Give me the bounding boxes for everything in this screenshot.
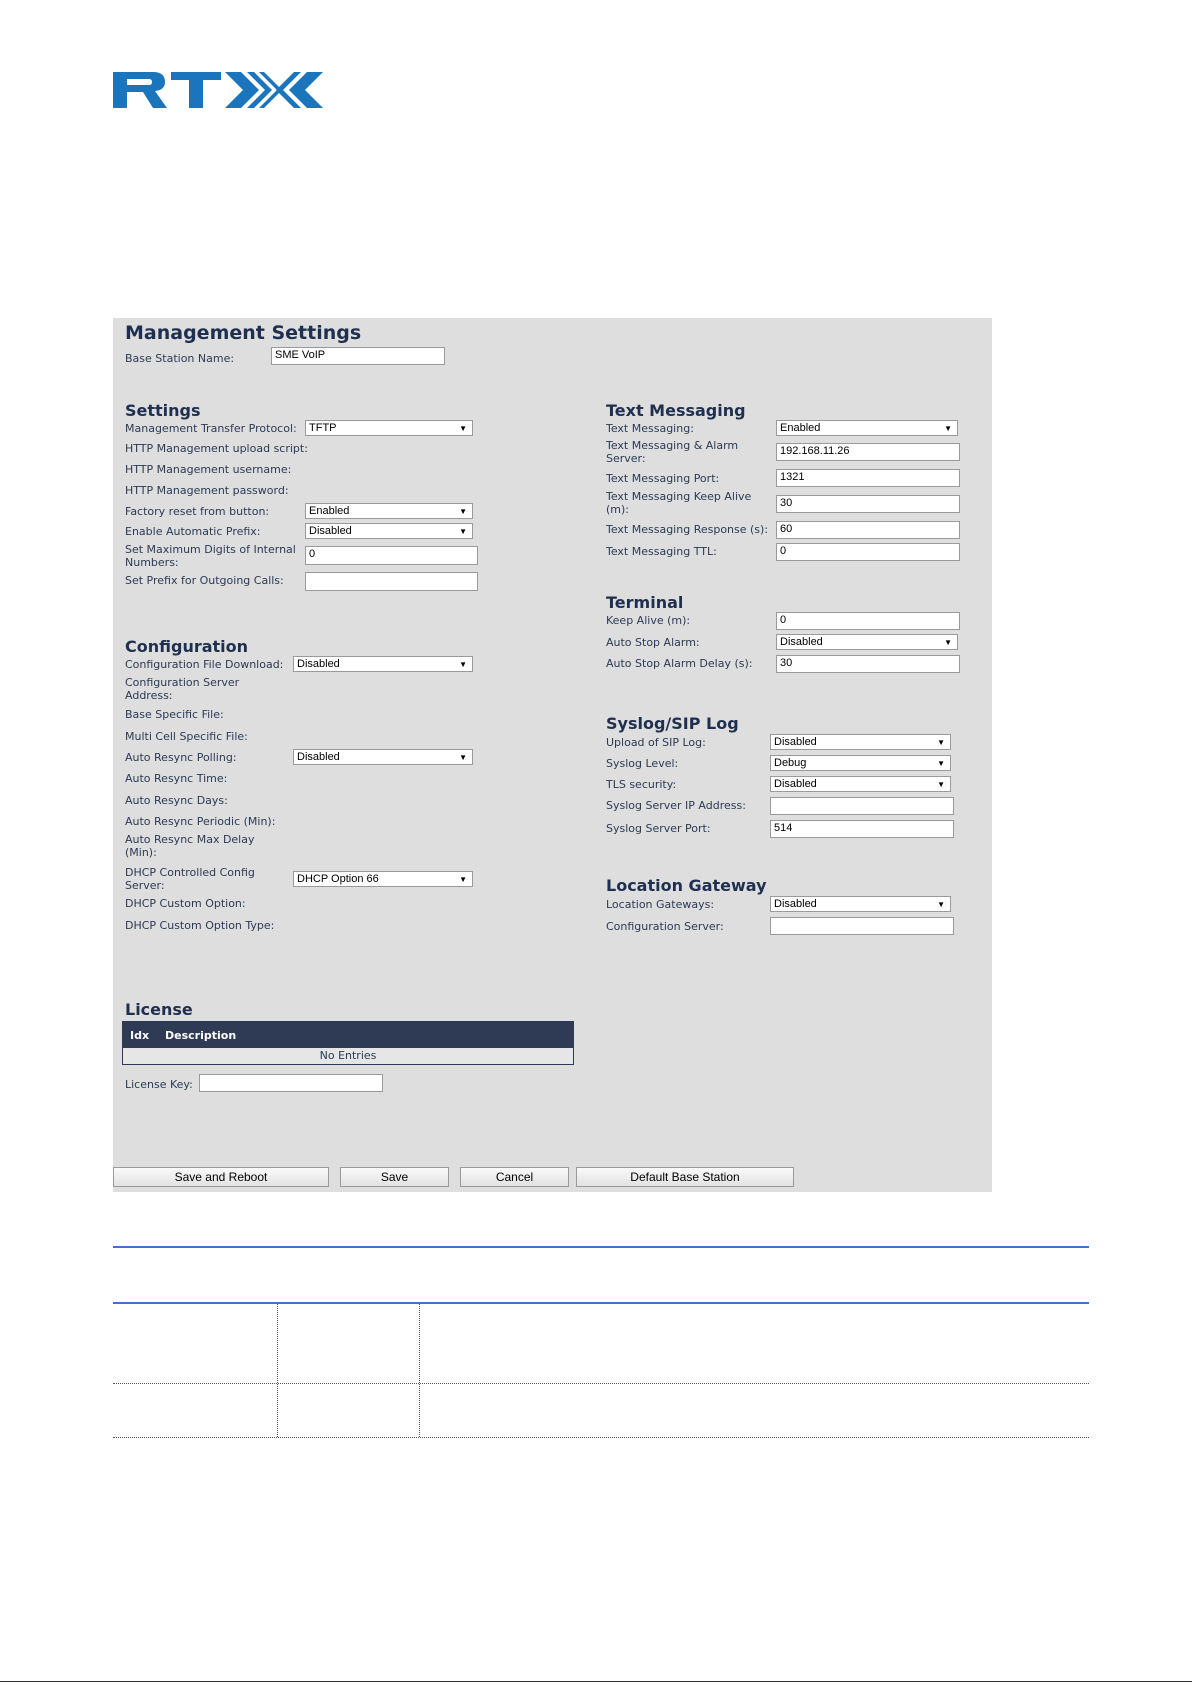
tls-security-value: Disabled <box>774 778 817 790</box>
config-file-download-label: Configuration File Download: <box>125 658 284 671</box>
location-config-server-input[interactable] <box>770 917 954 935</box>
prefix-outgoing-label: Set Prefix for Outgoing Calls: <box>125 574 284 587</box>
dhcp-custom-type-label: DHCP Custom Option Type: <box>125 919 275 932</box>
chevron-down-icon: ▼ <box>459 875 467 884</box>
table-header-rule <box>113 1302 1089 1304</box>
chevron-down-icon: ▼ <box>944 424 952 433</box>
table-bottom-divider <box>113 1437 1089 1438</box>
column-header-description: Description <box>165 1029 237 1042</box>
syslog-level-label: Syslog Level: <box>606 757 679 770</box>
text-messaging-heading: Text Messaging <box>606 401 746 420</box>
max-digits-input[interactable]: 0 <box>305 546 478 565</box>
syslog-level-select[interactable] <box>770 755 951 771</box>
chevron-down-icon: ▼ <box>944 638 952 647</box>
ttl-label: Text Messaging TTL: <box>606 545 717 558</box>
factory-reset-value: Enabled <box>309 505 350 517</box>
dhcp-controlled-value: DHCP Option 66 <box>297 873 379 885</box>
license-key-input[interactable] <box>199 1074 383 1092</box>
tls-security-label: TLS security: <box>606 778 677 791</box>
syslog-heading: Syslog/SIP Log <box>606 714 739 733</box>
syslog-server-port-input[interactable]: 514 <box>770 820 954 838</box>
keep-alive-input[interactable]: 30 <box>776 495 960 513</box>
dhcp-controlled-label: DHCP Controlled Config Server: <box>125 866 255 892</box>
chevron-down-icon: ▼ <box>459 527 467 536</box>
terminal-heading: Terminal <box>606 593 684 612</box>
table-top-rule <box>113 1246 1089 1248</box>
alarm-server-label: Text Messaging & Alarm Server: <box>606 439 739 465</box>
save-button[interactable]: Save <box>340 1167 449 1187</box>
management-settings-panel <box>113 318 992 1192</box>
syslog-level-value: Debug <box>774 757 807 769</box>
auto-stop-delay-label: Auto Stop Alarm Delay (s): <box>606 657 753 670</box>
auto-stop-alarm-label: Auto Stop Alarm: <box>606 636 700 649</box>
page-footer-line <box>0 1681 1192 1682</box>
alarm-server-input[interactable]: 192.168.11.26 <box>776 443 960 461</box>
upload-script-label: HTTP Management upload script: <box>125 442 308 455</box>
chevron-down-icon: ▼ <box>459 660 467 669</box>
multi-cell-file-label: Multi Cell Specific File: <box>125 730 248 743</box>
factory-reset-select[interactable] <box>305 503 473 519</box>
password-label: HTTP Management password: <box>125 484 289 497</box>
terminal-keep-alive-label: Keep Alive (m): <box>606 614 691 627</box>
auto-prefix-value: Disabled <box>309 525 352 537</box>
table-row-divider <box>113 1383 1089 1384</box>
text-messaging-port-input[interactable]: 1321 <box>776 469 960 487</box>
tls-security-select[interactable] <box>770 776 951 792</box>
username-label: HTTP Management username: <box>125 463 292 476</box>
upload-sip-log-label: Upload of SIP Log: <box>606 736 706 749</box>
keep-alive-label: Text Messaging Keep Alive (m): <box>606 490 752 516</box>
page-title: Management Settings <box>125 322 362 344</box>
auto-stop-delay-input[interactable]: 30 <box>776 655 960 673</box>
chevron-down-icon: ▼ <box>937 900 945 909</box>
prefix-outgoing-input[interactable] <box>305 572 478 591</box>
rtx-logo <box>113 70 323 110</box>
chevron-down-icon: ▼ <box>937 759 945 768</box>
max-digits-label: Set Maximum Digits of Internal Numbers: <box>125 543 296 569</box>
table-column-divider <box>419 1304 420 1437</box>
dhcp-controlled-select[interactable] <box>293 871 473 887</box>
license-key-label: License Key: <box>125 1078 193 1091</box>
resync-polling-label: Auto Resync Polling: <box>125 751 237 764</box>
base-specific-file-label: Base Specific File: <box>125 708 224 721</box>
license-table <box>122 1021 574 1065</box>
config-file-download-select[interactable] <box>293 656 473 672</box>
transfer-protocol-select[interactable] <box>305 420 473 436</box>
ttl-input[interactable]: 0 <box>776 543 960 561</box>
chevron-down-icon: ▼ <box>937 780 945 789</box>
transfer-protocol-label: Management Transfer Protocol: <box>125 422 297 435</box>
resync-periodic-label: Auto Resync Periodic (Min): <box>125 815 276 828</box>
base-station-name-label: Base Station Name: <box>125 352 235 365</box>
syslog-server-ip-input[interactable] <box>770 797 954 815</box>
resync-polling-select[interactable] <box>293 749 473 765</box>
save-and-reboot-button[interactable]: Save and Reboot <box>113 1167 329 1187</box>
cancel-button[interactable]: Cancel <box>460 1167 569 1187</box>
settings-heading: Settings <box>125 401 201 420</box>
configuration-heading: Configuration <box>125 637 249 656</box>
text-messaging-value: Enabled <box>780 422 821 434</box>
resync-polling-value: Disabled <box>297 751 340 763</box>
auto-stop-alarm-value: Disabled <box>780 636 823 648</box>
column-header-idx: Idx <box>130 1029 150 1042</box>
resync-days-label: Auto Resync Days: <box>125 794 228 807</box>
upload-sip-log-value: Disabled <box>774 736 817 748</box>
auto-prefix-select[interactable] <box>305 523 473 539</box>
response-label: Text Messaging Response (s): <box>606 523 769 536</box>
text-messaging-label: Text Messaging: <box>606 422 694 435</box>
syslog-server-ip-label: Syslog Server IP Address: <box>606 799 746 812</box>
base-station-name-input[interactable]: SME VoIP <box>271 347 445 365</box>
location-config-server-label: Configuration Server: <box>606 920 724 933</box>
location-gateways-label: Location Gateways: <box>606 898 715 911</box>
upload-sip-log-select[interactable] <box>770 734 951 750</box>
chevron-down-icon: ▼ <box>459 424 467 433</box>
resync-time-label: Auto Resync Time: <box>125 772 228 785</box>
config-server-address-label: Configuration Server Address: <box>125 676 240 702</box>
factory-reset-label: Factory reset from button: <box>125 505 270 518</box>
license-heading: License <box>125 1000 193 1019</box>
location-gateway-heading: Location Gateway <box>606 876 767 895</box>
chevron-down-icon: ▼ <box>459 507 467 516</box>
dhcp-custom-option-label: DHCP Custom Option: <box>125 897 246 910</box>
text-messaging-port-label: Text Messaging Port: <box>606 472 720 485</box>
license-empty-row: No Entries <box>123 1048 573 1064</box>
default-base-station-button[interactable]: Default Base Station <box>576 1167 794 1187</box>
transfer-protocol-value: TFTP <box>309 422 337 434</box>
table-column-divider <box>277 1304 278 1437</box>
text-messaging-select[interactable] <box>776 420 958 436</box>
terminal-keep-alive-input[interactable]: 0 <box>776 612 960 630</box>
auto-stop-alarm-select[interactable] <box>776 634 958 650</box>
auto-prefix-label: Enable Automatic Prefix: <box>125 525 261 538</box>
response-input[interactable]: 60 <box>776 521 960 539</box>
location-gateways-select[interactable] <box>770 896 951 912</box>
chevron-down-icon: ▼ <box>937 738 945 747</box>
resync-max-delay-label: Auto Resync Max Delay (Min): <box>125 833 255 859</box>
chevron-down-icon: ▼ <box>459 753 467 762</box>
syslog-server-port-label: Syslog Server Port: <box>606 822 711 835</box>
license-table-header <box>123 1022 573 1048</box>
config-file-download-value: Disabled <box>297 658 340 670</box>
location-gateways-value: Disabled <box>774 898 817 910</box>
